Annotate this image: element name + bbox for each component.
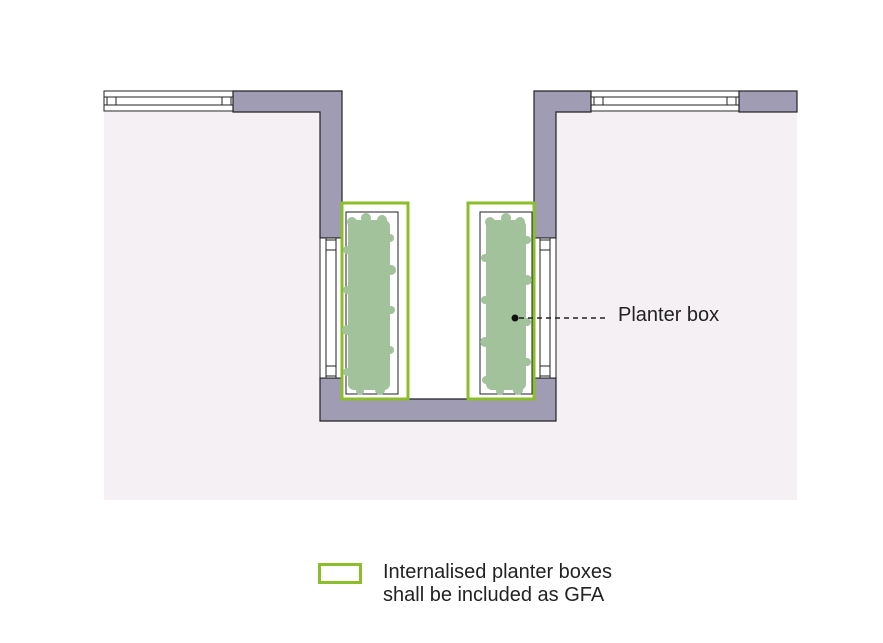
legend-line-1: Internalised planter boxes bbox=[383, 561, 613, 583]
planter-box-left bbox=[342, 203, 408, 399]
planter-foliage-left bbox=[342, 213, 396, 395]
wall-right-top bbox=[739, 91, 797, 112]
window-side-left bbox=[320, 238, 342, 378]
window-side-right bbox=[534, 238, 556, 378]
planter-box-label: Planter box bbox=[618, 304, 720, 326]
planter-box-right bbox=[468, 203, 534, 399]
legend-swatch bbox=[318, 563, 362, 584]
window-top-right bbox=[591, 91, 739, 111]
window-top-left bbox=[104, 91, 233, 111]
legend-line-2: shall be included as GFA bbox=[383, 584, 605, 606]
callout-dot bbox=[512, 315, 519, 322]
planter-foliage-right bbox=[480, 213, 532, 395]
legend-text bbox=[383, 561, 612, 607]
